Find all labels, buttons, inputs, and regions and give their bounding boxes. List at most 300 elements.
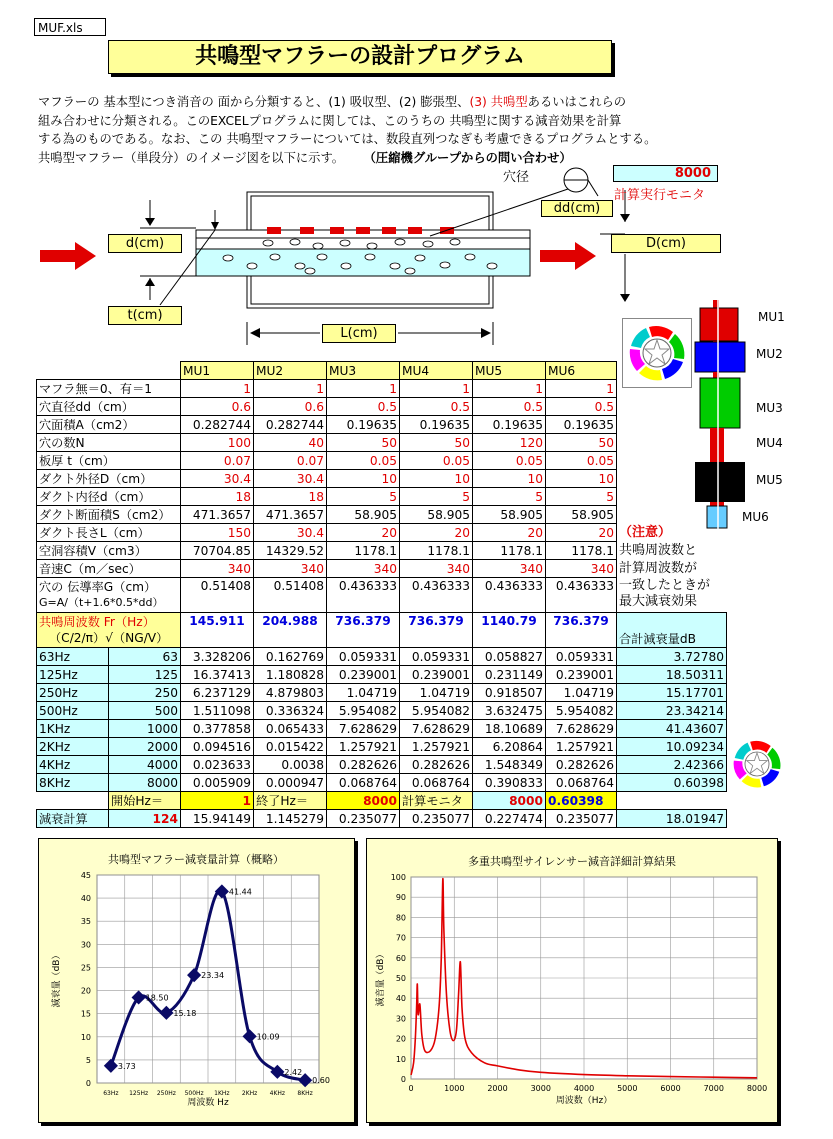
table-cell: 0.239001	[546, 666, 617, 684]
table-row	[37, 380, 727, 398]
table-cell: 0.05	[546, 452, 617, 470]
table-row	[37, 398, 727, 416]
chart-detail	[366, 838, 778, 1123]
freq-row	[37, 684, 727, 702]
d-label: d(cm)	[108, 234, 182, 253]
row-label: ダクト内径d（cm）	[37, 488, 181, 506]
table-cell: 0.282744	[254, 416, 327, 434]
table-cell: 1	[473, 380, 546, 398]
table-cell: 0.436333	[400, 578, 473, 613]
chart1-ytick: 20	[80, 986, 91, 996]
table-cell: 0.6	[254, 398, 327, 416]
chart1-title: 共鳴型マフラー減衰量計算（概略）	[108, 853, 284, 866]
table-cell: 4.879803	[254, 684, 327, 702]
header-row	[37, 362, 727, 380]
table-cell: 0.059331	[327, 648, 400, 666]
freq-hz: 1000	[109, 720, 181, 738]
table-row	[37, 416, 727, 434]
note-cell	[617, 434, 727, 452]
row-label: 空洞容積V（cm3）	[37, 542, 181, 560]
chart2-xtick: 8000	[746, 1084, 768, 1093]
resonance-cell: 736.379	[327, 613, 400, 648]
table-cell: 0.436333	[473, 578, 546, 613]
resonance-cell: 145.911	[181, 613, 254, 648]
intro-inquiry: （圧縮機グループからの問い合わせ）	[363, 150, 572, 165]
table-cell: 0.51408	[254, 578, 327, 613]
D-label: D(cm)	[611, 234, 721, 253]
chart2-xtick: 1000	[444, 1084, 465, 1093]
table-cell: 58.905	[473, 506, 546, 524]
freq-row	[37, 774, 727, 792]
chart1-ytick: 0	[85, 1079, 91, 1088]
atten-count: 124	[109, 810, 181, 828]
table-cell: 0.282744	[181, 416, 254, 434]
freq-label: 500Hz	[37, 702, 109, 720]
sum-cell: 18.50311	[617, 666, 727, 684]
freq-row	[37, 702, 727, 720]
chart1-ytick: 30	[80, 940, 91, 950]
table-cell: 471.3657	[181, 506, 254, 524]
note-cell	[617, 470, 727, 488]
resonance-label-1: 共鳴周波数 Fr（Hz）	[39, 615, 155, 629]
table-cell: 0.918507	[473, 684, 546, 702]
row-label: 音速C（m／sec）	[37, 560, 181, 578]
table-cell: 1178.1	[473, 542, 546, 560]
table-cell: 0.235077	[327, 810, 400, 828]
chart1-ylabel: 減衰量（dB）	[52, 950, 62, 1008]
table-cell: 5	[327, 488, 400, 506]
col-header-2: MU2	[254, 362, 327, 380]
table-cell: 40	[254, 434, 327, 452]
table-cell: 20	[400, 524, 473, 542]
stack-label-mu4: MU4	[756, 436, 783, 450]
table-cell: 0.059331	[546, 648, 617, 666]
chart1-data-label: 0.60	[312, 1076, 330, 1086]
table-cell: 0.0038	[254, 756, 327, 774]
stack-label-mu6: MU6	[742, 510, 769, 524]
table-cell: 0.068764	[327, 774, 400, 792]
chart1-xtick: 500Hz	[184, 1090, 204, 1097]
table-cell: 1.257921	[546, 738, 617, 756]
note-line-3: 一致したときが	[619, 577, 711, 593]
chart1-data-label: 15.18	[173, 1008, 197, 1018]
table-cell: 0.227474	[473, 810, 546, 828]
table-row	[37, 434, 727, 452]
chart1-ytick: 15	[80, 1009, 91, 1019]
table-cell: 0.094516	[181, 738, 254, 756]
table-cell: 7.628629	[327, 720, 400, 738]
chart1-data-label: 23.34	[201, 971, 225, 981]
resonance-label-2: （C/2/π）√（NG/V）	[49, 631, 169, 645]
table-cell: 15.94149	[181, 810, 254, 828]
freq-label: 8KHz	[37, 774, 109, 792]
row-label: 板厚 t（cm）	[37, 452, 181, 470]
table-cell: 0.390833	[473, 774, 546, 792]
chart1-xtick: 1KHz	[214, 1090, 230, 1097]
table-cell: 340	[473, 560, 546, 578]
resonance-cell: 736.379	[546, 613, 617, 648]
calc-table	[36, 361, 727, 828]
chart1-ytick: 5	[85, 1055, 91, 1065]
table-cell: 1.145279	[254, 810, 327, 828]
col-header-6: MU6	[546, 362, 617, 380]
table-cell: 7.628629	[546, 720, 617, 738]
end-label: 終了Hz＝	[254, 792, 327, 810]
t-label: t(cm)	[108, 306, 182, 325]
table-cell: 1.04719	[546, 684, 617, 702]
table-cell: 10	[546, 470, 617, 488]
table-cell: 5	[546, 488, 617, 506]
table-cell: 1.548349	[473, 756, 546, 774]
intro-line3: する為のものである。なお、この 共鳴型マフラーについては、数段直列つなぎも考慮できるプログラムとする。	[38, 132, 657, 146]
end-value-input[interactable]: 8000	[327, 792, 400, 810]
freq-label: 1KHz	[37, 720, 109, 738]
calc-monitor-value: 8000	[473, 792, 546, 810]
table-row	[37, 488, 727, 506]
table-cell: 50	[400, 434, 473, 452]
chart2-ytick: 70	[395, 933, 406, 943]
table-cell: 1	[400, 380, 473, 398]
intro-text	[38, 93, 738, 167]
chart1-xtick: 8KHz	[297, 1090, 313, 1097]
table-cell: 0.235077	[546, 810, 617, 828]
note-cell	[617, 452, 727, 470]
chart1-data-label: 3.73	[117, 1061, 136, 1071]
freq-hz: 8000	[109, 774, 181, 792]
blank-cell	[617, 362, 727, 380]
table-cell: 0.436333	[546, 578, 617, 613]
table-cell: 0.5	[327, 398, 400, 416]
freq-row	[37, 738, 727, 756]
sum-cell: 41.43607	[617, 720, 727, 738]
monitor-value: 8000	[613, 165, 718, 182]
table-row	[37, 506, 727, 524]
chart2-xtick: 0	[408, 1084, 414, 1093]
chart2-ytick: 80	[395, 913, 406, 923]
start-label: 開始Hz＝	[109, 792, 181, 810]
calc-monitor-label: 計算モニタ	[400, 792, 473, 810]
table-cell: 16.37413	[181, 666, 254, 684]
atten-label: 減衰計算	[37, 810, 109, 828]
conductance-label-1: 穴の 伝導率G（cm）	[39, 580, 157, 594]
table-cell: 0.282626	[546, 756, 617, 774]
chart1-xtick: 2KHz	[241, 1090, 258, 1097]
chart2-xtick: 7000	[703, 1084, 724, 1093]
calc-monitor-result: 0.60398	[546, 792, 617, 810]
chart2-xlabel: 周波数（Hz）	[555, 1096, 613, 1106]
chart1-xtick: 63Hz	[103, 1090, 119, 1097]
atten-row	[37, 810, 727, 828]
row-label: 穴直径dd（cm）	[37, 398, 181, 416]
resonance-cell: 1140.79	[473, 613, 546, 648]
table-row	[37, 452, 727, 470]
chart2-xtick: 2000	[487, 1084, 508, 1093]
col-header-5: MU5	[473, 362, 546, 380]
col-header-4: MU4	[400, 362, 473, 380]
freq-label: 250Hz	[37, 684, 109, 702]
table-cell: 1	[254, 380, 327, 398]
table-cell: 50	[546, 434, 617, 452]
table-cell: 0.19635	[473, 416, 546, 434]
intro-line1b: あるいはこれらの	[527, 95, 627, 109]
table-cell: 0.05	[327, 452, 400, 470]
table-cell: 1178.1	[400, 542, 473, 560]
table-cell: 0.239001	[327, 666, 400, 684]
table-cell: 5.954082	[400, 702, 473, 720]
table-cell: 6.20864	[473, 738, 546, 756]
chart1-xtick: 250Hz	[156, 1090, 176, 1097]
note-cell	[617, 380, 727, 398]
table-cell: 58.905	[546, 506, 617, 524]
table-cell: 18	[254, 488, 327, 506]
table-cell: 18	[181, 488, 254, 506]
table-cell: 1	[546, 380, 617, 398]
row-label: 穴面積A（cm2）	[37, 416, 181, 434]
freq-hz: 250	[109, 684, 181, 702]
freq-hz: 2000	[109, 738, 181, 756]
recycle-icon-2[interactable]	[727, 734, 787, 794]
table-cell: 340	[400, 560, 473, 578]
table-cell: 0.6	[181, 398, 254, 416]
table-cell: 30.4	[254, 524, 327, 542]
table-cell: 18.10689	[473, 720, 546, 738]
chart2-ytick: 40	[395, 994, 406, 1004]
blank-cell	[37, 362, 181, 380]
table-cell: 0.5	[400, 398, 473, 416]
sum-cell: 23.34214	[617, 702, 727, 720]
chart2-title: 多重共鳴型サイレンサー減音詳細計算結果	[468, 855, 676, 868]
table-cell: 1.180828	[254, 666, 327, 684]
dd-label: dd(cm)	[541, 200, 613, 217]
table-cell: 471.3657	[254, 506, 327, 524]
note-cell	[617, 578, 727, 613]
note-cell: 計算周波数が	[619, 560, 698, 576]
note-line-4: 最大減衰効果	[619, 593, 698, 609]
freq-row	[37, 666, 727, 684]
chart2-xtick: 3000	[530, 1084, 551, 1093]
freq-label: 4KHz	[37, 756, 109, 774]
table-cell: 58.905	[400, 506, 473, 524]
table-cell: 0.336324	[254, 702, 327, 720]
table-cell: 5	[473, 488, 546, 506]
table-row	[37, 560, 727, 578]
sum-cell: 2.42366	[617, 756, 727, 774]
chart1-data-label: 2.42	[284, 1067, 303, 1077]
start-value-input[interactable]: 1	[181, 792, 254, 810]
page-title: 共鳴型マフラーの設計プログラム	[108, 40, 612, 74]
table-cell: 10	[327, 470, 400, 488]
freq-label: 125Hz	[37, 666, 109, 684]
table-cell: 20	[327, 524, 400, 542]
atten-sum: 18.01947	[617, 810, 727, 828]
intro-line4: 共鳴型マフラー（単段分）のイメージ図を以下に示す。	[38, 150, 345, 165]
chart1-xtick: 4KHz	[269, 1090, 286, 1097]
resonance-cell: 736.379	[400, 613, 473, 648]
row-label: ダクト外径D（cm）	[37, 470, 181, 488]
table-cell: 1	[327, 380, 400, 398]
chart2-ytick: 0	[400, 1075, 406, 1084]
chart2-xtick: 4000	[573, 1084, 595, 1093]
table-cell: 3.632475	[473, 702, 546, 720]
chart-approx	[38, 838, 355, 1123]
resonance-label	[37, 613, 181, 648]
table-cell: 340	[327, 560, 400, 578]
table-cell: 3.328206	[181, 648, 254, 666]
table-cell: 50	[327, 434, 400, 452]
table-cell: 0.005909	[181, 774, 254, 792]
table-cell: 0.235077	[400, 810, 473, 828]
freq-row	[37, 648, 727, 666]
table-cell: 0.07	[181, 452, 254, 470]
table-cell: 30.4	[254, 470, 327, 488]
resonance-cell: 204.988	[254, 613, 327, 648]
intro-line1-red: (3) 共鳴型	[469, 95, 528, 109]
table-cell: 0.05	[473, 452, 546, 470]
chart1-ytick: 40	[80, 894, 91, 904]
col-header-3: MU3	[327, 362, 400, 380]
chart2-xtick: 6000	[660, 1084, 681, 1093]
chart1-data-label: 18.50	[145, 993, 169, 1003]
table-cell: 0.19635	[400, 416, 473, 434]
note-cell: （注意）	[619, 524, 672, 540]
chart1-ytick: 35	[80, 917, 91, 927]
note-cell	[617, 416, 727, 434]
file-tag: MUF.xls	[34, 18, 106, 36]
stack-label-mu1: MU1	[758, 310, 785, 324]
table-cell: 0.377858	[181, 720, 254, 738]
sum-header: 合計減衰量dB	[617, 613, 727, 648]
chart1-xtick: 125Hz	[129, 1090, 149, 1097]
chart2-xtick: 5000	[617, 1084, 638, 1093]
chart2-ytick: 30	[395, 1014, 406, 1024]
table-cell: 120	[473, 434, 546, 452]
table-cell: 0.5	[546, 398, 617, 416]
table-cell: 0.5	[473, 398, 546, 416]
chart2-ytick: 50	[395, 974, 406, 983]
sum-cell: 10.09234	[617, 738, 727, 756]
chart-approx-svg	[39, 839, 354, 1122]
row-label: マフラ無＝0、有＝1	[37, 380, 181, 398]
table-cell: 0.023633	[181, 756, 254, 774]
table-cell: 1.257921	[327, 738, 400, 756]
table-cell: 1.511098	[181, 702, 254, 720]
freq-row	[37, 720, 727, 738]
table-cell: 58.905	[327, 506, 400, 524]
table-cell: 5.954082	[327, 702, 400, 720]
table-cell: 0.282626	[327, 756, 400, 774]
table-cell: 5.954082	[546, 702, 617, 720]
table-cell: 340	[546, 560, 617, 578]
table-cell: 0.065433	[254, 720, 327, 738]
chart1-xlabel: 周波数 Hz	[187, 1098, 229, 1108]
freq-label: 63Hz	[37, 648, 109, 666]
row-label: 穴の数N	[37, 434, 181, 452]
row-label: ダクト断面積S（cm2）	[37, 506, 181, 524]
monitor-label: 計算実行モニタ	[614, 188, 706, 203]
table-cell: 30.4	[181, 470, 254, 488]
freq-hz: 4000	[109, 756, 181, 774]
table-cell: 0.239001	[400, 666, 473, 684]
table-cell: 20	[546, 524, 617, 542]
freq-hz: 500	[109, 702, 181, 720]
chart-detail-svg	[367, 839, 777, 1122]
conductance-label-2: G=A/（t+1.6*0.5*dd）	[39, 596, 164, 609]
sum-cell: 3.72780	[617, 648, 727, 666]
table-cell: 0.000947	[254, 774, 327, 792]
table-cell: 14329.52	[254, 542, 327, 560]
conductance-row	[37, 578, 727, 613]
table-cell: 0.231149	[473, 666, 546, 684]
sum-cell: 15.17701	[617, 684, 727, 702]
table-cell: 1178.1	[327, 542, 400, 560]
table-cell: 1178.1	[546, 542, 617, 560]
table-row	[37, 524, 727, 542]
chart2-ytick: 100	[390, 873, 406, 882]
stack-label-mu3: MU3	[756, 401, 783, 415]
table-cell: 100	[181, 434, 254, 452]
table-cell: 10	[473, 470, 546, 488]
table-cell: 6.237129	[181, 684, 254, 702]
freq-row	[37, 756, 727, 774]
freq-hz: 125	[109, 666, 181, 684]
table-cell: 1.04719	[327, 684, 400, 702]
table-cell: 5	[400, 488, 473, 506]
table-cell: 1	[181, 380, 254, 398]
sum-cell: 0.60398	[617, 774, 727, 792]
chart2-ytick: 60	[395, 953, 406, 963]
range-row	[37, 792, 727, 810]
blank-cell	[37, 792, 109, 810]
chart1-data-label: 10.09	[256, 1032, 280, 1042]
table-cell: 0.282626	[400, 756, 473, 774]
table-cell: 0.015422	[254, 738, 327, 756]
stack-label-mu5: MU5	[756, 473, 783, 487]
table-cell: 1.04719	[400, 684, 473, 702]
chart1-ytick: 45	[80, 871, 91, 880]
table-row	[37, 542, 727, 560]
table-cell: 150	[181, 524, 254, 542]
chart2-ytick: 10	[395, 1054, 406, 1064]
table-cell: 0.058827	[473, 648, 546, 666]
col-header-1: MU1	[181, 362, 254, 380]
chart1-data-label: 41.44	[228, 887, 252, 897]
row-label: ダクト長さL（cm）	[37, 524, 181, 542]
table-cell: 1.257921	[400, 738, 473, 756]
table-cell: 0.19635	[546, 416, 617, 434]
table-cell: 0.05	[400, 452, 473, 470]
table-cell: 0.51408	[181, 578, 254, 613]
note-cell	[617, 398, 727, 416]
table-cell: 0.436333	[327, 578, 400, 613]
intro-line1a: マフラーの 基本型につき消音の 面から分類すると、(1) 吸収型、(2) 膨張型、	[38, 95, 470, 109]
chart2-ytick: 90	[395, 893, 406, 903]
resonance-row	[37, 613, 727, 648]
table-cell: 340	[254, 560, 327, 578]
chart2-ylabel: 減音量（dB）	[376, 949, 386, 1007]
note-cell	[617, 488, 727, 506]
table-cell: 0.19635	[327, 416, 400, 434]
intro-line2: 組み合わせに分類される。このEXCELプログラムに関しては、このうちの 共鳴型に関する減音効果を計算	[38, 113, 622, 128]
table-cell: 0.059331	[400, 648, 473, 666]
table-row	[37, 470, 727, 488]
table-cell: 0.068764	[400, 774, 473, 792]
L-label: L(cm)	[322, 324, 396, 343]
blank-cell	[617, 792, 727, 810]
table-cell: 0.162769	[254, 648, 327, 666]
table-cell: 20	[473, 524, 546, 542]
note-cell: 共鳴周波数と	[619, 542, 698, 558]
table-cell: 0.068764	[546, 774, 617, 792]
